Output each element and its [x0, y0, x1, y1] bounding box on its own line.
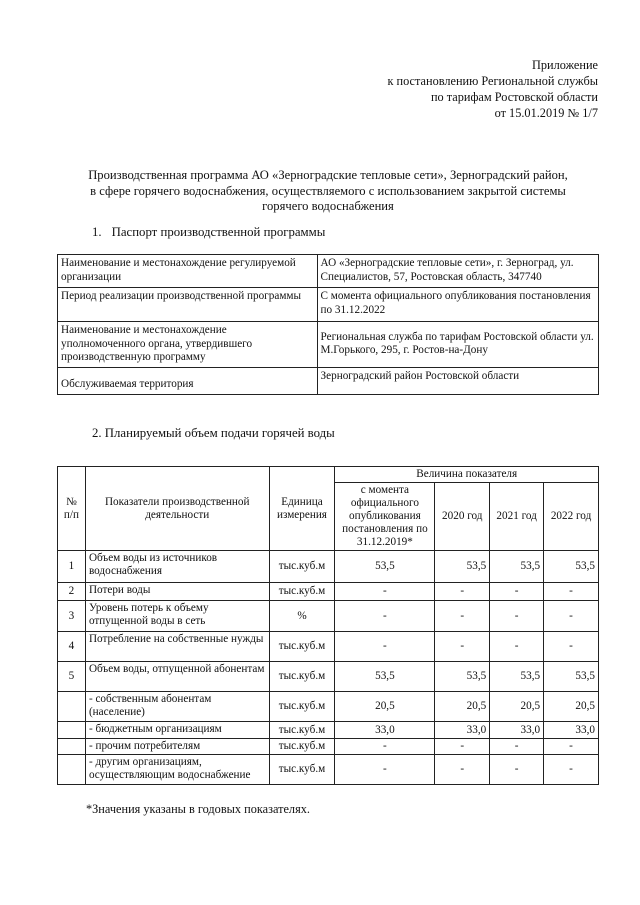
section1-title: Паспорт производственной программы	[111, 225, 326, 239]
row-2022: 33,0	[544, 722, 599, 739]
table-row	[58, 583, 599, 601]
passport-row	[58, 322, 599, 368]
row-unit: тыс.куб.м	[269, 692, 335, 722]
row-period1: 53,5	[335, 662, 435, 692]
row-unit: %	[269, 601, 335, 632]
row-num: 2	[58, 583, 86, 601]
row-2021: 20,5	[490, 692, 544, 722]
row-period1: -	[335, 739, 435, 755]
header-period1: с момента официального опубликования постановления по 31.12.2019*	[335, 483, 435, 551]
header-value-group: Величина показателя	[335, 467, 599, 483]
appendix-block	[387, 57, 598, 121]
header-unit: Единица измерения	[269, 467, 335, 551]
row-num: 3	[58, 601, 86, 632]
row-2022: -	[544, 755, 599, 785]
volume-table	[57, 466, 599, 785]
appendix-line: к постановлению Региональной службы	[387, 74, 598, 88]
row-name: - другим организациям, осуществляющим водоснабжение	[85, 755, 269, 785]
row-2021: -	[490, 601, 544, 632]
header-row	[58, 467, 599, 483]
row-2021: -	[490, 632, 544, 662]
row-unit: тыс.куб.м	[269, 551, 335, 583]
row-2021: -	[490, 755, 544, 785]
row-name: - прочим потребителям	[85, 739, 269, 755]
passport-row	[58, 288, 599, 322]
row-2020: -	[435, 739, 490, 755]
table-row	[58, 755, 599, 785]
row-num	[58, 692, 86, 722]
row-period1: 33,0	[335, 722, 435, 739]
row-period1: -	[335, 601, 435, 632]
appendix-line: Приложение	[532, 58, 598, 72]
row-unit: тыс.куб.м	[269, 632, 335, 662]
row-2020: -	[435, 632, 490, 662]
row-2022: -	[544, 583, 599, 601]
header-year-2020: 2020 год	[435, 483, 490, 551]
header-year-2021: 2021 год	[490, 483, 544, 551]
row-period1: 20,5	[335, 692, 435, 722]
row-2022: -	[544, 632, 599, 662]
table-row	[58, 551, 599, 583]
row-unit: тыс.куб.м	[269, 722, 335, 739]
passport-label: Наименование и местонахождение уполномоченного органа, утвердившего производственную программу	[58, 322, 318, 368]
row-2022: 53,5	[544, 551, 599, 583]
row-name: Уровень потерь к объему отпущенной воды в сеть	[85, 601, 269, 632]
row-2020: -	[435, 583, 490, 601]
row-2021: 53,5	[490, 551, 544, 583]
row-2022: 20,5	[544, 692, 599, 722]
title-line: горячего водоснабжения	[262, 199, 394, 213]
row-name: Объем воды, отпущенной абонентам	[85, 662, 269, 692]
row-num	[58, 755, 86, 785]
row-2020: 20,5	[435, 692, 490, 722]
row-period1: -	[335, 583, 435, 601]
row-num	[58, 739, 86, 755]
table-row	[58, 722, 599, 739]
table-row	[58, 632, 599, 662]
passport-table	[57, 254, 599, 395]
row-period1: -	[335, 755, 435, 785]
row-2021: 33,0	[490, 722, 544, 739]
passport-value: АО «Зерноградские тепловые сети», г. Зерноград, ул. Специалистов, 57, Ростовская область, 347740	[317, 255, 598, 288]
row-num: 1	[58, 551, 86, 583]
row-2020: 53,5	[435, 551, 490, 583]
row-name: Потребление на собственные нужды	[85, 632, 269, 662]
row-2020: -	[435, 601, 490, 632]
row-2020: 33,0	[435, 722, 490, 739]
passport-value: С момента официального опубликования постановления по 31.12.2022	[317, 288, 598, 322]
row-2022: -	[544, 601, 599, 632]
header-num: № п/п	[58, 467, 86, 551]
appendix-line: по тарифам Ростовской области	[430, 90, 598, 104]
row-2021: 53,5	[490, 662, 544, 692]
section1-number: 1.	[92, 225, 102, 239]
row-name: - собственным абонентам (население)	[85, 692, 269, 722]
passport-label: Период реализации производственной программы	[58, 288, 318, 322]
row-num: 5	[58, 662, 86, 692]
header-year-2022: 2022 год	[544, 483, 599, 551]
row-num: 4	[58, 632, 86, 662]
header-indicator: Показатели производственной деятельности	[85, 467, 269, 551]
title-line: в сфере горячего водоснабжения, осуществляемого с использованием закрытой системы	[90, 183, 566, 198]
row-period1: 53,5	[335, 551, 435, 583]
title-line: Производственная программа АО «Зерноградские тепловые сети», Зерноградский район,	[88, 168, 568, 182]
row-name: Объем воды из источников водоснабжения	[85, 551, 269, 583]
row-2020: 53,5	[435, 662, 490, 692]
row-unit: тыс.куб.м	[269, 583, 335, 601]
row-name: Потери воды	[85, 583, 269, 601]
row-2021: -	[490, 583, 544, 601]
passport-label: Обслуживаемая территория	[58, 367, 318, 394]
document-title	[40, 168, 616, 215]
table-row	[58, 739, 599, 755]
row-2022: 53,5	[544, 662, 599, 692]
table-row	[58, 601, 599, 632]
passport-row	[58, 367, 599, 394]
section2-heading: 2. Планируемый объем подачи горячей воды	[92, 426, 335, 440]
row-2022: -	[544, 739, 599, 755]
table-row	[58, 662, 599, 692]
passport-label: Наименование и местонахождение регулируемой организации	[58, 255, 318, 288]
row-unit: тыс.куб.м	[269, 739, 335, 755]
passport-value: Региональная служба по тарифам Ростовской области ул. М.Горького, 295, г. Ростов-на-Дону	[317, 322, 598, 368]
passport-row	[58, 255, 599, 288]
row-period1: -	[335, 632, 435, 662]
row-unit: тыс.куб.м	[269, 755, 335, 785]
section1-heading	[92, 225, 325, 240]
row-unit: тыс.куб.м	[269, 662, 335, 692]
row-name: - бюджетным организациям	[85, 722, 269, 739]
appendix-date-line: от 15.01.2019 № 1/7	[494, 106, 598, 120]
table-row	[58, 692, 599, 722]
row-num	[58, 722, 86, 739]
row-2020: -	[435, 755, 490, 785]
passport-value: Зерноградский район Ростовской области	[317, 367, 598, 394]
row-2021: -	[490, 739, 544, 755]
footnote: *Значения указаны в годовых показателях.	[86, 802, 310, 816]
